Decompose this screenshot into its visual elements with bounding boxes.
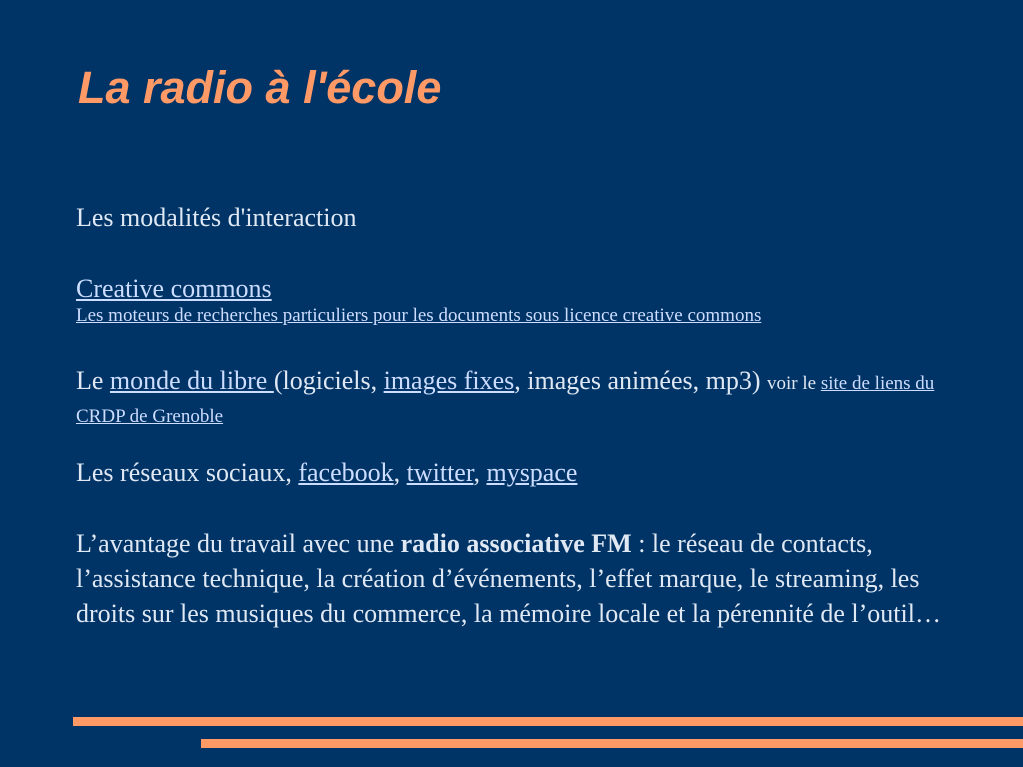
slide-content — [76, 200, 966, 631]
creative-commons-search-link[interactable]: Les moteurs de recherches particuliers pour les documents sous licence creative commons — [76, 305, 762, 326]
creative-commons-line — [76, 271, 966, 306]
creative-commons-link[interactable]: Creative commons — [76, 274, 272, 303]
creative-commons-search-line — [76, 302, 966, 330]
reseaux-sep-1: , — [393, 458, 407, 487]
monde-du-libre-link[interactable]: monde du libre — [109, 366, 274, 395]
interaction-heading: Les modalités d'interaction — [76, 203, 357, 232]
avantage-paragraph — [76, 526, 966, 631]
libre-rest: , images animées, mp3) — [514, 366, 768, 395]
decorative-bar-bottom — [201, 739, 1023, 748]
reseaux-sep-2: , — [473, 458, 487, 487]
crdp-grenoble-link[interactable]: site de liens du CRDP de Grenoble — [76, 373, 935, 427]
myspace-link[interactable]: myspace — [486, 458, 578, 487]
avantage-prefix: L’avantage du travail avec une — [76, 529, 401, 558]
libre-paren: (logiciels, — [273, 366, 384, 395]
radio-associative-bold: radio associative FM — [400, 529, 632, 558]
reseaux-prefix: Les réseaux sociaux, — [76, 458, 299, 487]
reseaux-paragraph — [76, 455, 966, 490]
avantage-rest: : le réseau de contacts, l’assistance technique, la création d’événements, l’effet marque, le streaming, les droits sur les musiques du commerce, la mémoire locale et la pérennité de l’outil… — [76, 529, 941, 628]
twitter-link[interactable]: twitter — [406, 458, 474, 487]
voir-le-text: voir le — [767, 373, 821, 394]
slide-title: La radio à l'école — [78, 62, 442, 113]
libre-prefix: Le — [76, 366, 110, 395]
images-fixes-link[interactable]: images fixes — [383, 366, 515, 395]
libre-paragraph — [76, 365, 966, 431]
decorative-bar-top — [73, 717, 1023, 726]
facebook-link[interactable]: facebook — [298, 458, 394, 487]
